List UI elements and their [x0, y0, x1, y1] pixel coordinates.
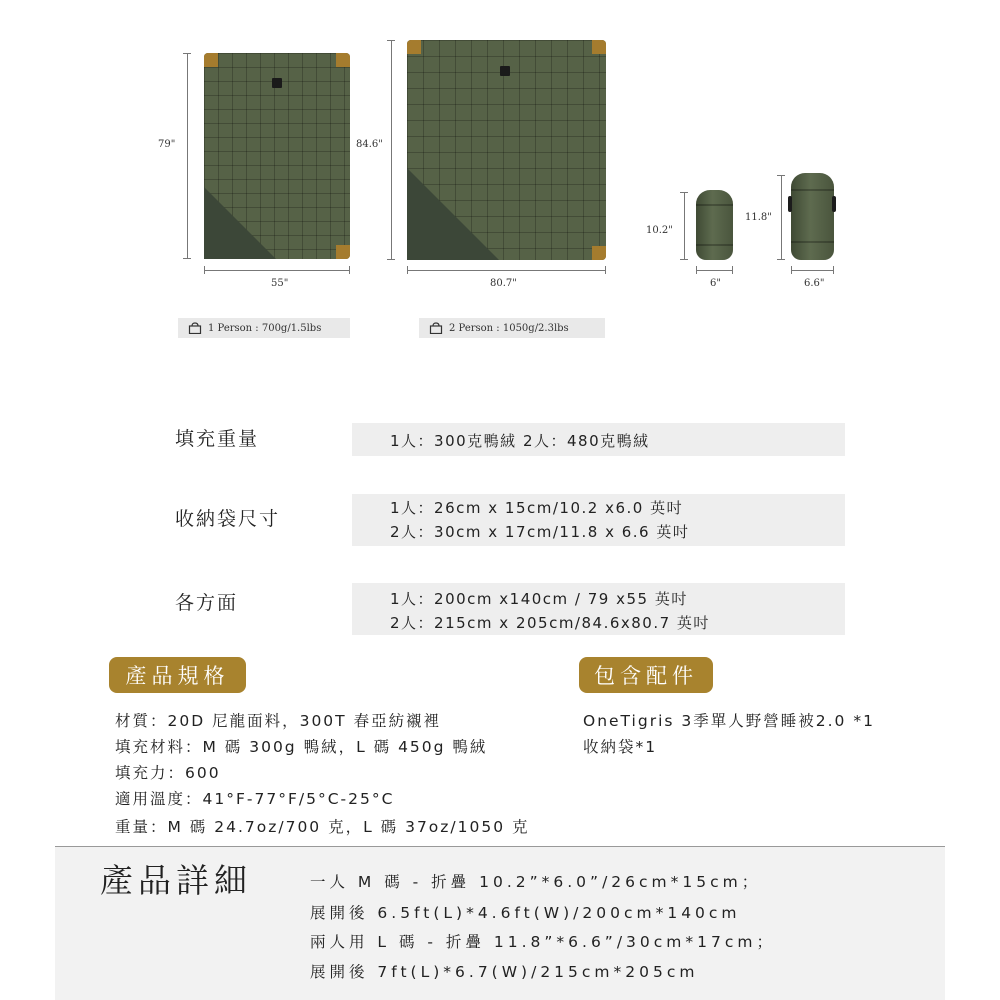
spec-label-sack-size: 收納袋尺寸 — [175, 508, 281, 530]
height-label-1p: 79" — [158, 139, 176, 150]
logo-tag — [500, 66, 510, 76]
dim-tick — [833, 266, 834, 274]
dim-tick — [791, 266, 792, 274]
width-dim-line-2p — [407, 270, 606, 271]
width-dim-line-sack-large — [791, 270, 834, 271]
spec-value: 1人：26cm x 15cm/10.2 x6.0 英吋 — [390, 499, 684, 517]
height-label-sack-large: 11.8" — [745, 212, 772, 223]
height-label-2p: 84.6" — [356, 139, 383, 150]
width-label-1p: 55" — [271, 278, 289, 289]
width-dim-line-sack-small — [696, 270, 733, 271]
spec-label-fill-weight: 填充重量 — [175, 428, 260, 450]
height-label-sack-small: 10.2" — [646, 225, 673, 236]
product-detail-line: 展開後 6.5ft(L)*4.6ft(W)/200cm*140cm — [310, 904, 741, 922]
dim-tick — [204, 266, 205, 274]
dim-tick — [387, 40, 395, 41]
width-label-sack-large: 6.6" — [804, 278, 825, 289]
height-dim-line-2p — [391, 40, 392, 260]
product-spec-line: 材質：20D 尼龍面料，300T 春亞紡襯裡 — [115, 712, 442, 730]
spec-value: 1人：300克鴨絨 2人：480克鴨絨 — [390, 432, 650, 450]
height-dim-line-1p — [187, 53, 188, 259]
sack-strap — [832, 196, 836, 212]
width-label-sack-small: 6" — [710, 278, 721, 289]
blanket-corner — [336, 245, 350, 259]
sack-strap — [788, 196, 792, 212]
dim-tick — [680, 192, 688, 193]
dim-tick — [349, 266, 350, 274]
dim-tick — [605, 266, 606, 274]
product-spec-title: 產品規格 — [109, 657, 246, 693]
height-dim-line-sack-large — [781, 175, 782, 260]
weight-badge-text: 2 Person : 1050g/2.3lbs — [449, 322, 569, 334]
blanket-corner — [592, 246, 606, 260]
weight-bag-icon — [188, 322, 202, 334]
dim-tick — [387, 259, 395, 260]
dim-tick — [407, 266, 408, 274]
weight-badge-2-person — [419, 318, 605, 338]
width-label-2p: 80.7" — [490, 278, 517, 289]
product-spec-line: 填充力：600 — [115, 764, 221, 782]
blanket-corner — [592, 40, 606, 54]
dim-tick — [777, 259, 785, 260]
logo-tag — [272, 78, 282, 88]
weight-badge-1-person — [178, 318, 350, 338]
spec-value: 2人：30cm x 17cm/11.8 x 6.6 英吋 — [390, 523, 690, 541]
divider — [55, 846, 945, 847]
product-detail-line: 兩人用 L 碼 - 折疊 11.8”*6.6”/30cm*17cm； — [310, 933, 776, 951]
product-detail-line: 一人 M 碼 - 折疊 10.2”*6.0”/26cm*15cm； — [310, 873, 762, 891]
included-line: 收納袋*1 — [583, 738, 658, 756]
dim-tick — [680, 259, 688, 260]
dim-tick — [777, 175, 785, 176]
stuff-sack-small — [696, 190, 733, 260]
dim-tick — [183, 53, 191, 54]
blanket-corner — [407, 40, 421, 54]
product-spec-line: 適用溫度：41°F-77°F/5°C-25°C — [115, 790, 395, 808]
stuff-sack-large — [791, 173, 834, 260]
dim-tick — [732, 266, 733, 274]
spec-label-dimensions: 各方面 — [175, 592, 239, 614]
height-dim-line-sack-small — [684, 192, 685, 260]
product-detail-line: 展開後 7ft(L)*6.7(W)/215cm*205cm — [310, 963, 699, 981]
dim-tick — [696, 266, 697, 274]
dim-tick — [183, 258, 191, 259]
spec-value: 1人：200cm x140cm / 79 x55 英吋 — [390, 590, 688, 608]
blanket-corner — [204, 53, 218, 67]
weight-badge-text: 1 Person : 700g/1.5lbs — [208, 322, 322, 334]
weight-bag-icon — [429, 322, 443, 334]
included-title: 包含配件 — [579, 657, 713, 693]
product-spec-line: 重量：M 碼 24.7oz/700 克，L 碼 37oz/1050 克 — [115, 818, 530, 836]
product-detail-title: 產品詳細 — [100, 861, 252, 900]
spec-value: 2人：215cm x 205cm/84.6x80.7 英吋 — [390, 614, 710, 632]
blanket-corner — [336, 53, 350, 67]
product-spec-line: 填充材料：M 碼 300g 鴨絨，L 碼 450g 鴨絨 — [115, 738, 488, 756]
included-line: OneTigris 3季單人野營睡被2.0 *1 — [583, 712, 875, 730]
width-dim-line-1p — [204, 270, 350, 271]
